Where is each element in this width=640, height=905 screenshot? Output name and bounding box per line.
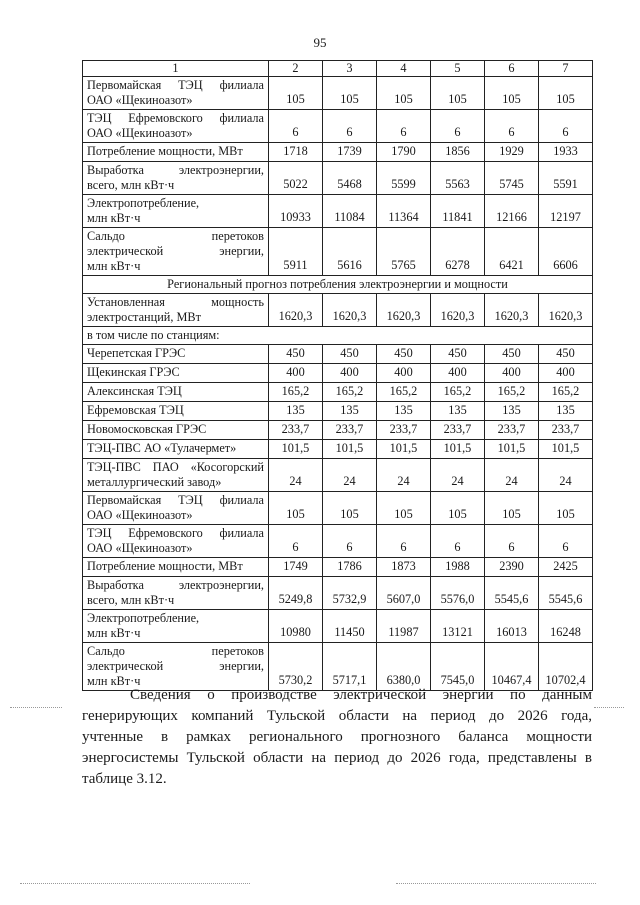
scan-artifact-line	[20, 883, 250, 884]
table-cell: 233,7	[485, 421, 539, 440]
table-cell: 101,5	[323, 440, 377, 459]
table-cell: 1620,3	[269, 294, 323, 327]
section-title-row	[83, 276, 593, 294]
column-number-cell: 6	[485, 61, 539, 77]
table-cell: 6421	[485, 228, 539, 276]
table-cell: 135	[323, 402, 377, 421]
table-cell: 101,5	[377, 440, 431, 459]
table-cell: 105	[269, 77, 323, 110]
table-cell: 105	[539, 77, 593, 110]
table-row	[83, 459, 593, 492]
table-row	[83, 228, 593, 276]
table-cell: 450	[485, 345, 539, 364]
table-cell: 165,2	[431, 383, 485, 402]
table-row	[83, 294, 593, 327]
row-label	[83, 383, 269, 402]
table-cell: 5022	[269, 162, 323, 195]
row-label-line: Алексинская ТЭЦ	[87, 384, 182, 398]
table-cell: 5717,1	[323, 643, 377, 691]
row-label-line: всего, млн кВт·ч	[87, 178, 175, 192]
table-cell: 11084	[323, 195, 377, 228]
table-cell: 5545,6	[539, 577, 593, 610]
paragraph-line: Сведения о производстве электрической энергии по данным	[130, 687, 592, 703]
table-row	[83, 143, 593, 162]
table-cell: 5599	[377, 162, 431, 195]
table-cell: 11841	[431, 195, 485, 228]
table-cell: 6	[539, 110, 593, 143]
table-cell: 10467,4	[485, 643, 539, 691]
table-cell: 6	[539, 525, 593, 558]
table-cell: 105	[485, 492, 539, 525]
row-label-line: Выработка электроэнергии,	[87, 578, 264, 592]
table-cell: 6	[377, 525, 431, 558]
row-label-line: ТЭЦ Ефремовского филиала	[87, 111, 264, 125]
table-cell: 1790	[377, 143, 431, 162]
table-cell: 5249,8	[269, 577, 323, 610]
table-cell: 105	[377, 492, 431, 525]
row-label-line: Электропотребление,	[87, 611, 200, 625]
energy-balance-table	[82, 60, 593, 691]
row-label	[83, 525, 269, 558]
table-row	[83, 577, 593, 610]
table-cell: 6	[323, 110, 377, 143]
table-cell: 450	[269, 345, 323, 364]
table-cell: 24	[431, 459, 485, 492]
row-label	[83, 294, 269, 327]
row-label	[83, 77, 269, 110]
table-row	[83, 421, 593, 440]
column-number-cell: 5	[431, 61, 485, 77]
table-cell: 11987	[377, 610, 431, 643]
table-cell: 233,7	[323, 421, 377, 440]
table-cell: 101,5	[539, 440, 593, 459]
table-row	[83, 440, 593, 459]
paragraph-line: генерирующих компаний Тульской области на период до 2026 года,	[82, 708, 592, 724]
table-cell: 101,5	[485, 440, 539, 459]
row-label-line: млн кВт·ч	[87, 211, 141, 225]
column-number-row	[83, 61, 593, 77]
table-cell: 135	[485, 402, 539, 421]
table-row	[83, 162, 593, 195]
table-row	[83, 364, 593, 383]
table-cell: 13121	[431, 610, 485, 643]
table-cell: 6606	[539, 228, 593, 276]
row-label-line: Потребление мощности, МВт	[87, 559, 243, 573]
table-cell: 450	[539, 345, 593, 364]
table-cell: 11450	[323, 610, 377, 643]
table-cell: 165,2	[377, 383, 431, 402]
table-cell: 2390	[485, 558, 539, 577]
table-cell: 165,2	[485, 383, 539, 402]
row-label	[83, 558, 269, 577]
body-paragraph	[82, 685, 592, 790]
table-cell: 233,7	[539, 421, 593, 440]
table-cell: 5591	[539, 162, 593, 195]
column-number-cell: 2	[269, 61, 323, 77]
table-row	[83, 643, 593, 691]
table-row	[83, 383, 593, 402]
table-cell: 16248	[539, 610, 593, 643]
row-label	[83, 364, 269, 383]
table-cell: 105	[431, 77, 485, 110]
table-cell: 101,5	[431, 440, 485, 459]
table-cell: 5576,0	[431, 577, 485, 610]
row-label-line: ТЭЦ-ПВС АО «Тулачермет»	[87, 441, 237, 455]
table-cell: 400	[539, 364, 593, 383]
table-cell: 16013	[485, 610, 539, 643]
table-cell: 1749	[269, 558, 323, 577]
table-cell: 1856	[431, 143, 485, 162]
row-label-line: Черепетская ГРЭС	[87, 346, 186, 360]
row-label	[83, 345, 269, 364]
table-cell: 12197	[539, 195, 593, 228]
subheading: в том числе по станциям:	[83, 327, 593, 345]
table-cell: 101,5	[269, 440, 323, 459]
row-label-line: млн кВт·ч	[87, 259, 141, 273]
table-row	[83, 492, 593, 525]
table-cell: 6	[431, 525, 485, 558]
table-cell: 1739	[323, 143, 377, 162]
table-cell: 400	[269, 364, 323, 383]
table-cell: 11364	[377, 195, 431, 228]
table-cell: 1620,3	[323, 294, 377, 327]
table-cell: 1620,3	[485, 294, 539, 327]
table-cell: 1988	[431, 558, 485, 577]
row-label	[83, 492, 269, 525]
table-cell: 135	[431, 402, 485, 421]
table-cell: 5468	[323, 162, 377, 195]
table-cell: 6	[323, 525, 377, 558]
row-label-line: Сальдо перетоков	[87, 644, 264, 658]
row-label-line: млн кВт·ч	[87, 626, 141, 640]
table-cell: 24	[377, 459, 431, 492]
table-cell: 400	[377, 364, 431, 383]
table-cell: 10933	[269, 195, 323, 228]
table-cell: 105	[323, 492, 377, 525]
table-cell: 400	[485, 364, 539, 383]
page-number: 95	[313, 35, 327, 50]
table-cell: 450	[377, 345, 431, 364]
table-cell: 12166	[485, 195, 539, 228]
table-cell: 1620,3	[431, 294, 485, 327]
table-cell: 135	[539, 402, 593, 421]
row-label-line: Электропотребление,	[87, 196, 200, 210]
row-label-line: Ефремовская ТЭЦ	[87, 403, 184, 417]
table-cell: 5765	[377, 228, 431, 276]
row-label-line: млн кВт·ч	[87, 674, 141, 688]
table-cell: 10980	[269, 610, 323, 643]
row-label-line: ОАО «Щекиноазот»	[87, 93, 193, 107]
row-label-line: электрической энергии,	[87, 659, 264, 673]
scan-artifact-line	[10, 707, 62, 708]
row-label-line: металлургический завод»	[87, 475, 222, 489]
row-label-line: ТЭЦ-ПВС ПАО «Косогорский	[87, 460, 264, 474]
table-cell: 450	[431, 345, 485, 364]
subheading-row	[83, 327, 593, 345]
row-label-line: Сальдо перетоков	[87, 229, 264, 243]
table-cell: 5545,6	[485, 577, 539, 610]
table-cell: 1873	[377, 558, 431, 577]
table-cell: 1620,3	[539, 294, 593, 327]
table-cell: 400	[323, 364, 377, 383]
table-cell: 5911	[269, 228, 323, 276]
table-cell: 6	[377, 110, 431, 143]
table-cell: 165,2	[269, 383, 323, 402]
row-label	[83, 440, 269, 459]
row-label-line: Первомайская ТЭЦ филиала	[87, 493, 264, 507]
table-row	[83, 402, 593, 421]
table-cell: 165,2	[539, 383, 593, 402]
table-row	[83, 525, 593, 558]
row-label	[83, 110, 269, 143]
row-label-line: ОАО «Щекиноазот»	[87, 126, 193, 140]
table-cell: 105	[539, 492, 593, 525]
row-label	[83, 228, 269, 276]
row-label	[83, 195, 269, 228]
row-label	[83, 421, 269, 440]
table-cell: 450	[323, 345, 377, 364]
table-cell: 6	[269, 110, 323, 143]
table-cell: 5730,2	[269, 643, 323, 691]
row-label	[83, 577, 269, 610]
paragraph-line: таблице 3.12.	[82, 771, 167, 787]
table-cell: 105	[377, 77, 431, 110]
table-cell: 2425	[539, 558, 593, 577]
table-cell: 165,2	[323, 383, 377, 402]
table-body	[83, 61, 593, 691]
table-cell: 7545,0	[431, 643, 485, 691]
table-row	[83, 345, 593, 364]
table-cell: 105	[485, 77, 539, 110]
table-cell: 6	[485, 525, 539, 558]
table-cell: 6278	[431, 228, 485, 276]
table-cell: 233,7	[377, 421, 431, 440]
table-cell: 105	[269, 492, 323, 525]
table-cell: 1933	[539, 143, 593, 162]
table-cell: 6	[485, 110, 539, 143]
table-cell: 400	[431, 364, 485, 383]
row-label-line: электростанций, МВт	[87, 310, 202, 324]
row-label	[83, 402, 269, 421]
row-label-line: Новомосковская ГРЭС	[87, 422, 207, 436]
row-label-line: электрической энергии,	[87, 244, 264, 258]
table-cell: 1620,3	[377, 294, 431, 327]
scan-artifact-line	[396, 883, 596, 884]
table-row	[83, 110, 593, 143]
row-label-line: Щекинская ГРЭС	[87, 365, 180, 379]
table-cell: 6	[431, 110, 485, 143]
table-cell: 105	[323, 77, 377, 110]
row-label-line: ОАО «Щекиноазот»	[87, 508, 193, 522]
scan-artifact-line	[594, 707, 624, 708]
column-number-cell: 7	[539, 61, 593, 77]
column-number-cell: 3	[323, 61, 377, 77]
table-cell: 233,7	[269, 421, 323, 440]
table-cell: 24	[539, 459, 593, 492]
section-title: Региональный прогноз потребления электроэнергии и мощности	[83, 276, 593, 294]
column-number-cell: 4	[377, 61, 431, 77]
table-cell: 10702,4	[539, 643, 593, 691]
row-label-line: всего, млн кВт·ч	[87, 593, 175, 607]
table-cell: 24	[485, 459, 539, 492]
row-label-line: Установленная мощность	[87, 295, 264, 309]
row-label	[83, 162, 269, 195]
row-label-line: Первомайская ТЭЦ филиала	[87, 78, 264, 92]
row-label-line: ОАО «Щекиноазот»	[87, 541, 193, 555]
row-label	[83, 643, 269, 691]
row-label	[83, 143, 269, 162]
table-cell: 5745	[485, 162, 539, 195]
row-label-line: ТЭЦ Ефремовского филиала	[87, 526, 264, 540]
table-cell: 105	[431, 492, 485, 525]
table-cell: 1929	[485, 143, 539, 162]
table-cell: 135	[269, 402, 323, 421]
row-label-line: Потребление мощности, МВт	[87, 144, 243, 158]
table-cell: 1786	[323, 558, 377, 577]
table-cell: 24	[323, 459, 377, 492]
table-cell: 5732,9	[323, 577, 377, 610]
row-label	[83, 610, 269, 643]
column-number-cell: 1	[83, 61, 269, 77]
paragraph-line: учтенные в рамках регионального прогнозного баланса мощности	[82, 729, 592, 745]
table-cell: 6380,0	[377, 643, 431, 691]
row-label-line: Выработка электроэнергии,	[87, 163, 264, 177]
table-row	[83, 195, 593, 228]
table-row	[83, 77, 593, 110]
table-cell: 1718	[269, 143, 323, 162]
table-cell: 233,7	[431, 421, 485, 440]
table-cell: 5616	[323, 228, 377, 276]
table-row	[83, 558, 593, 577]
table-cell: 24	[269, 459, 323, 492]
table-row	[83, 610, 593, 643]
table-cell: 5563	[431, 162, 485, 195]
table-cell: 135	[377, 402, 431, 421]
row-label	[83, 459, 269, 492]
table-cell: 6	[269, 525, 323, 558]
table-cell: 5607,0	[377, 577, 431, 610]
paragraph-line: энергосистемы Тульской области на период до 2026 года, представлены в	[82, 750, 592, 766]
